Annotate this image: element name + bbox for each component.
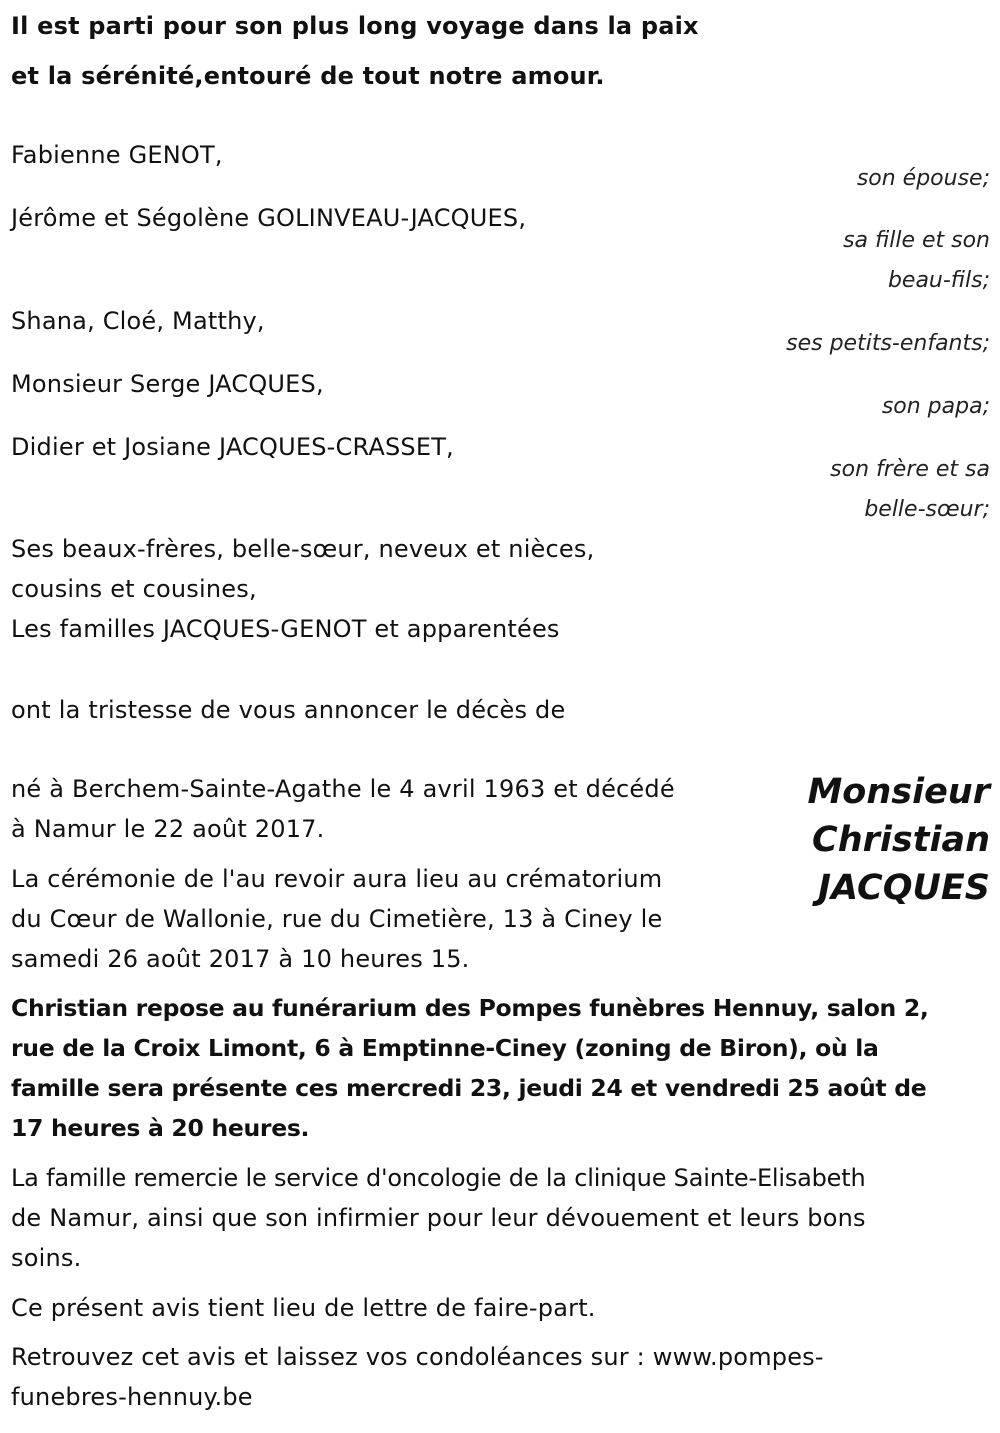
intro-line-1: Il est parti pour son plus long voyage dans la paix	[11, 12, 699, 40]
notice-text: Ce présent avis tient lieu de lettre de faire-part.	[11, 1294, 596, 1322]
relatives-line-3: Les familles JACQUES-GENOT et apparentées	[11, 615, 560, 643]
family-name-daughter: Jérôme et Ségolène GOLINVEAU-JACQUES,	[11, 204, 527, 232]
family-role-brother-line-2: belle-sœur;	[864, 497, 990, 522]
family-role-daughter-line-2: beau-fils;	[887, 268, 990, 293]
funerarium-line-1: Christian repose au funérarium des Pompes funèbres Hennuy, salon 2,	[11, 994, 929, 1022]
family-role-brother-line-1: son frère et sa	[830, 457, 990, 482]
deceased-name	[730, 768, 990, 912]
intro-line-2: et la sérénité,entouré de tout notre amour.	[11, 62, 605, 90]
ceremony-line-3: samedi 26 août 2017 à 10 heures 15.	[11, 945, 470, 973]
birth-death-line-2: à Namur le 22 août 2017.	[11, 815, 325, 843]
funerarium-line-2: rue de la Croix Limont, 6 à Emptinne-Ciney (zoning de Biron), où la	[11, 1034, 879, 1062]
website-line-2: funebres-hennuy.be	[11, 1383, 253, 1411]
family-role-daughter-line-1: sa fille et son	[843, 228, 990, 253]
relatives-line-2: cousins et cousines,	[11, 575, 257, 603]
family-name-grandchildren: Shana, Cloé, Matthy,	[11, 307, 265, 335]
funerarium-line-3: famille sera présente ces mercredi 23, jeudi 24 et vendredi 25 août de	[11, 1074, 927, 1102]
ceremony-line-2: du Cœur de Wallonie, rue du Cimetière, 13 à Ciney le	[11, 905, 663, 933]
thanks-line-3: soins.	[11, 1244, 82, 1272]
family-role-spouse: son épouse;	[856, 166, 990, 191]
family-role-father: son papa;	[881, 394, 990, 419]
deceased-last-name: JACQUES	[817, 868, 990, 908]
family-name-brother: Didier et Josiane JACQUES-CRASSET,	[11, 433, 454, 461]
family-role-grandchildren: ses petits-enfants;	[786, 331, 990, 356]
thanks-line-1: La famille remercie le service d'oncologie de la clinique Sainte-Elisabeth	[11, 1164, 866, 1192]
family-name-father: Monsieur Serge JACQUES,	[11, 370, 324, 398]
birth-death-line-1: né à Berchem-Sainte-Agathe le 4 avril 1963 et décédé	[11, 775, 675, 803]
announcement-text: ont la tristesse de vous annoncer le décès de	[11, 696, 566, 724]
deceased-title: Monsieur	[807, 772, 990, 812]
deceased-first-name: Christian	[812, 820, 990, 860]
ceremony-line-1: La cérémonie de l'au revoir aura lieu au crématorium	[11, 865, 663, 893]
relatives-line-1: Ses beaux-frères, belle-sœur, neveux et nièces,	[11, 535, 595, 563]
family-name-spouse: Fabienne GENOT,	[11, 141, 223, 169]
thanks-line-2: de Namur, ainsi que son infirmier pour leur dévouement et leurs bons	[11, 1204, 866, 1232]
funerarium-line-4: 17 heures à 20 heures.	[11, 1114, 310, 1142]
website-line-1: Retrouvez cet avis et laissez vos condoléances sur : www.pompes-	[11, 1343, 824, 1371]
